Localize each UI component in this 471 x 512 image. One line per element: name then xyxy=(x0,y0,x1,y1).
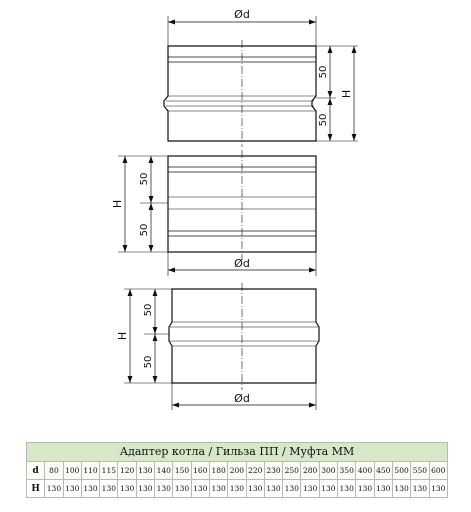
table-cell-h: 130 xyxy=(228,480,246,498)
table-cell-d: 450 xyxy=(374,462,392,480)
section-label: 50 xyxy=(139,223,150,237)
table-cell-h: 130 xyxy=(246,480,264,498)
table-cell-d: 150 xyxy=(173,462,191,480)
row-d-label: d xyxy=(27,462,45,480)
table-cell-h: 130 xyxy=(392,480,410,498)
adapter-outline xyxy=(164,46,316,141)
section-label: 50 xyxy=(143,303,154,317)
table-cell-d: 500 xyxy=(392,462,410,480)
table-cell-h: 130 xyxy=(319,480,337,498)
table-cell-d: 140 xyxy=(155,462,173,480)
table-cell-d: 230 xyxy=(264,462,282,480)
view-sleeve-labels xyxy=(111,173,250,270)
table-cell-d: 115 xyxy=(100,462,118,480)
section-label: 50 xyxy=(318,65,329,79)
section-label: 50 xyxy=(143,355,154,369)
height-label: H xyxy=(111,199,124,209)
section-label: 50 xyxy=(139,172,150,186)
view-coupling xyxy=(124,283,319,410)
table-cell-h: 130 xyxy=(264,480,282,498)
section-label: 50 xyxy=(318,113,329,127)
table-cell-d: 200 xyxy=(228,462,246,480)
table-cell-d: 130 xyxy=(136,462,154,480)
table-cell-d: 110 xyxy=(81,462,99,480)
table-cell-d: 400 xyxy=(356,462,374,480)
table-cell-h: 130 xyxy=(374,480,392,498)
coupling-outline xyxy=(169,289,319,383)
table-cell-h: 130 xyxy=(209,480,227,498)
table-cell-d: 300 xyxy=(319,462,337,480)
table-cell-h: 130 xyxy=(338,480,356,498)
view-sleeve xyxy=(118,150,316,276)
height-label: H xyxy=(116,331,129,341)
table-cell-h: 130 xyxy=(63,480,81,498)
table-cell-d: 280 xyxy=(301,462,319,480)
view-coupling-labels xyxy=(116,304,250,405)
table-cell-h: 130 xyxy=(301,480,319,498)
table-cell-d: 600 xyxy=(429,462,447,480)
table-cell-h: 130 xyxy=(356,480,374,498)
table-cell-h: 130 xyxy=(411,480,429,498)
table-row-h xyxy=(27,480,448,498)
table-cell-d: 100 xyxy=(63,462,81,480)
table-cell-h: 130 xyxy=(81,480,99,498)
table-cell-d: 550 xyxy=(411,462,429,480)
table-cell-d: 160 xyxy=(191,462,209,480)
diameter-label: Ød xyxy=(234,257,250,270)
table-title: Адаптер котла / Гильза ПП / Муфта ММ xyxy=(27,443,448,462)
table-cell-d: 180 xyxy=(209,462,227,480)
view-boiler-adapter-labels xyxy=(234,8,353,126)
table-cell-d: 120 xyxy=(118,462,136,480)
table-cell-h: 130 xyxy=(429,480,447,498)
table-cell-d: 250 xyxy=(283,462,301,480)
row-h-label: H xyxy=(27,480,45,498)
diameter-label: Ød xyxy=(234,392,250,405)
spec-table xyxy=(26,442,448,498)
diameter-label: Ød xyxy=(234,8,250,21)
table-cell-h: 130 xyxy=(45,480,63,498)
table-cell-h: 130 xyxy=(191,480,209,498)
table-row-d xyxy=(27,462,448,480)
height-label: H xyxy=(340,89,353,99)
table-cell-h: 130 xyxy=(100,480,118,498)
table-cell-d: 350 xyxy=(338,462,356,480)
table-cell-h: 130 xyxy=(283,480,301,498)
table-cell-d: 80 xyxy=(45,462,63,480)
table-cell-h: 130 xyxy=(118,480,136,498)
table-cell-h: 130 xyxy=(136,480,154,498)
table-cell-h: 130 xyxy=(173,480,191,498)
table-cell-d: 220 xyxy=(246,462,264,480)
table-cell-h: 130 xyxy=(155,480,173,498)
